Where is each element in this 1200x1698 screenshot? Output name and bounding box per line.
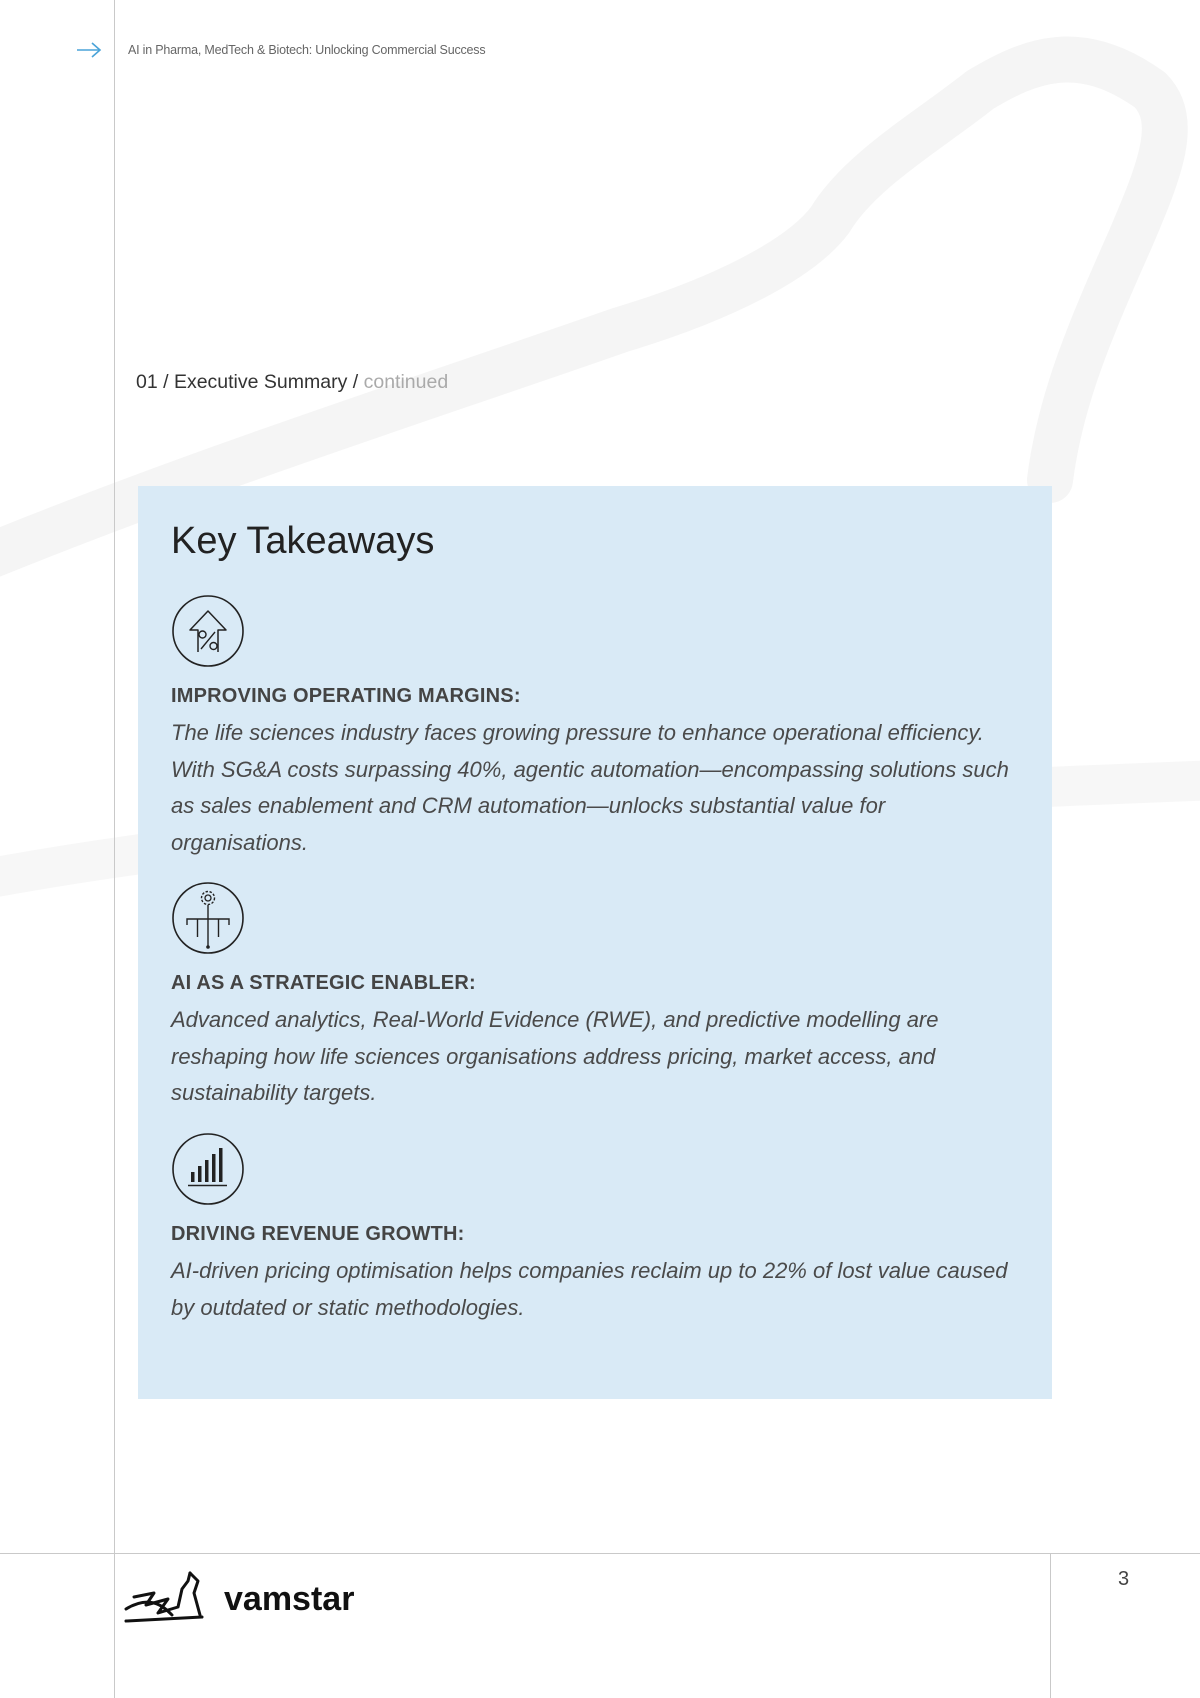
breadcrumb-section: 01 / Executive Summary /	[136, 371, 359, 393]
document-title: AI in Pharma, MedTech & Biotech: Unlocking Commercial Success	[128, 43, 486, 57]
breadcrumb-suffix: continued	[363, 371, 449, 393]
takeaway-item	[171, 1132, 1021, 1326]
arrow-right-icon	[76, 38, 102, 62]
key-takeaways-panel	[138, 486, 1052, 1399]
takeaway-heading: IMPROVING OPERATING MARGINS:	[171, 685, 521, 707]
takeaway-heading: DRIVING REVENUE GROWTH:	[171, 1223, 465, 1245]
gear-network-icon	[171, 881, 245, 955]
left-margin-rule	[114, 0, 115, 1698]
takeaway-text: The life sciences industry faces growing pressure to enhance operational efficiency. With SG&A costs surpassing 40%, agentic automation—encompassing solutions such as sales enablement and CRM automation—unlocks substantial value for organisations.	[171, 720, 1009, 855]
footer-column-divider	[1050, 1553, 1051, 1698]
footer-divider	[0, 1553, 1200, 1554]
key-takeaways-title: Key Takeaways	[171, 520, 435, 562]
breadcrumb	[136, 371, 448, 394]
percent-arrow-up-icon	[171, 594, 245, 668]
takeaway-item	[171, 594, 1021, 861]
takeaway-text: Advanced analytics, Real-World Evidence (RWE), and predictive modelling are reshaping how life sciences organisations address pricing, market access, and sustainability targets.	[171, 1007, 939, 1105]
takeaway-item	[171, 881, 1021, 1112]
logo-wordmark: vamstar	[224, 1580, 355, 1618]
bar-chart-icon	[171, 1132, 245, 1206]
takeaway-text: AI-driven pricing optimisation helps companies reclaim up to 22% of lost value caused by outdated or static methodologies.	[171, 1258, 1008, 1320]
page-number: 3	[1118, 1568, 1130, 1590]
vamstar-logo	[124, 1563, 374, 1633]
takeaway-heading: AI AS A STRATEGIC ENABLER:	[171, 972, 476, 994]
